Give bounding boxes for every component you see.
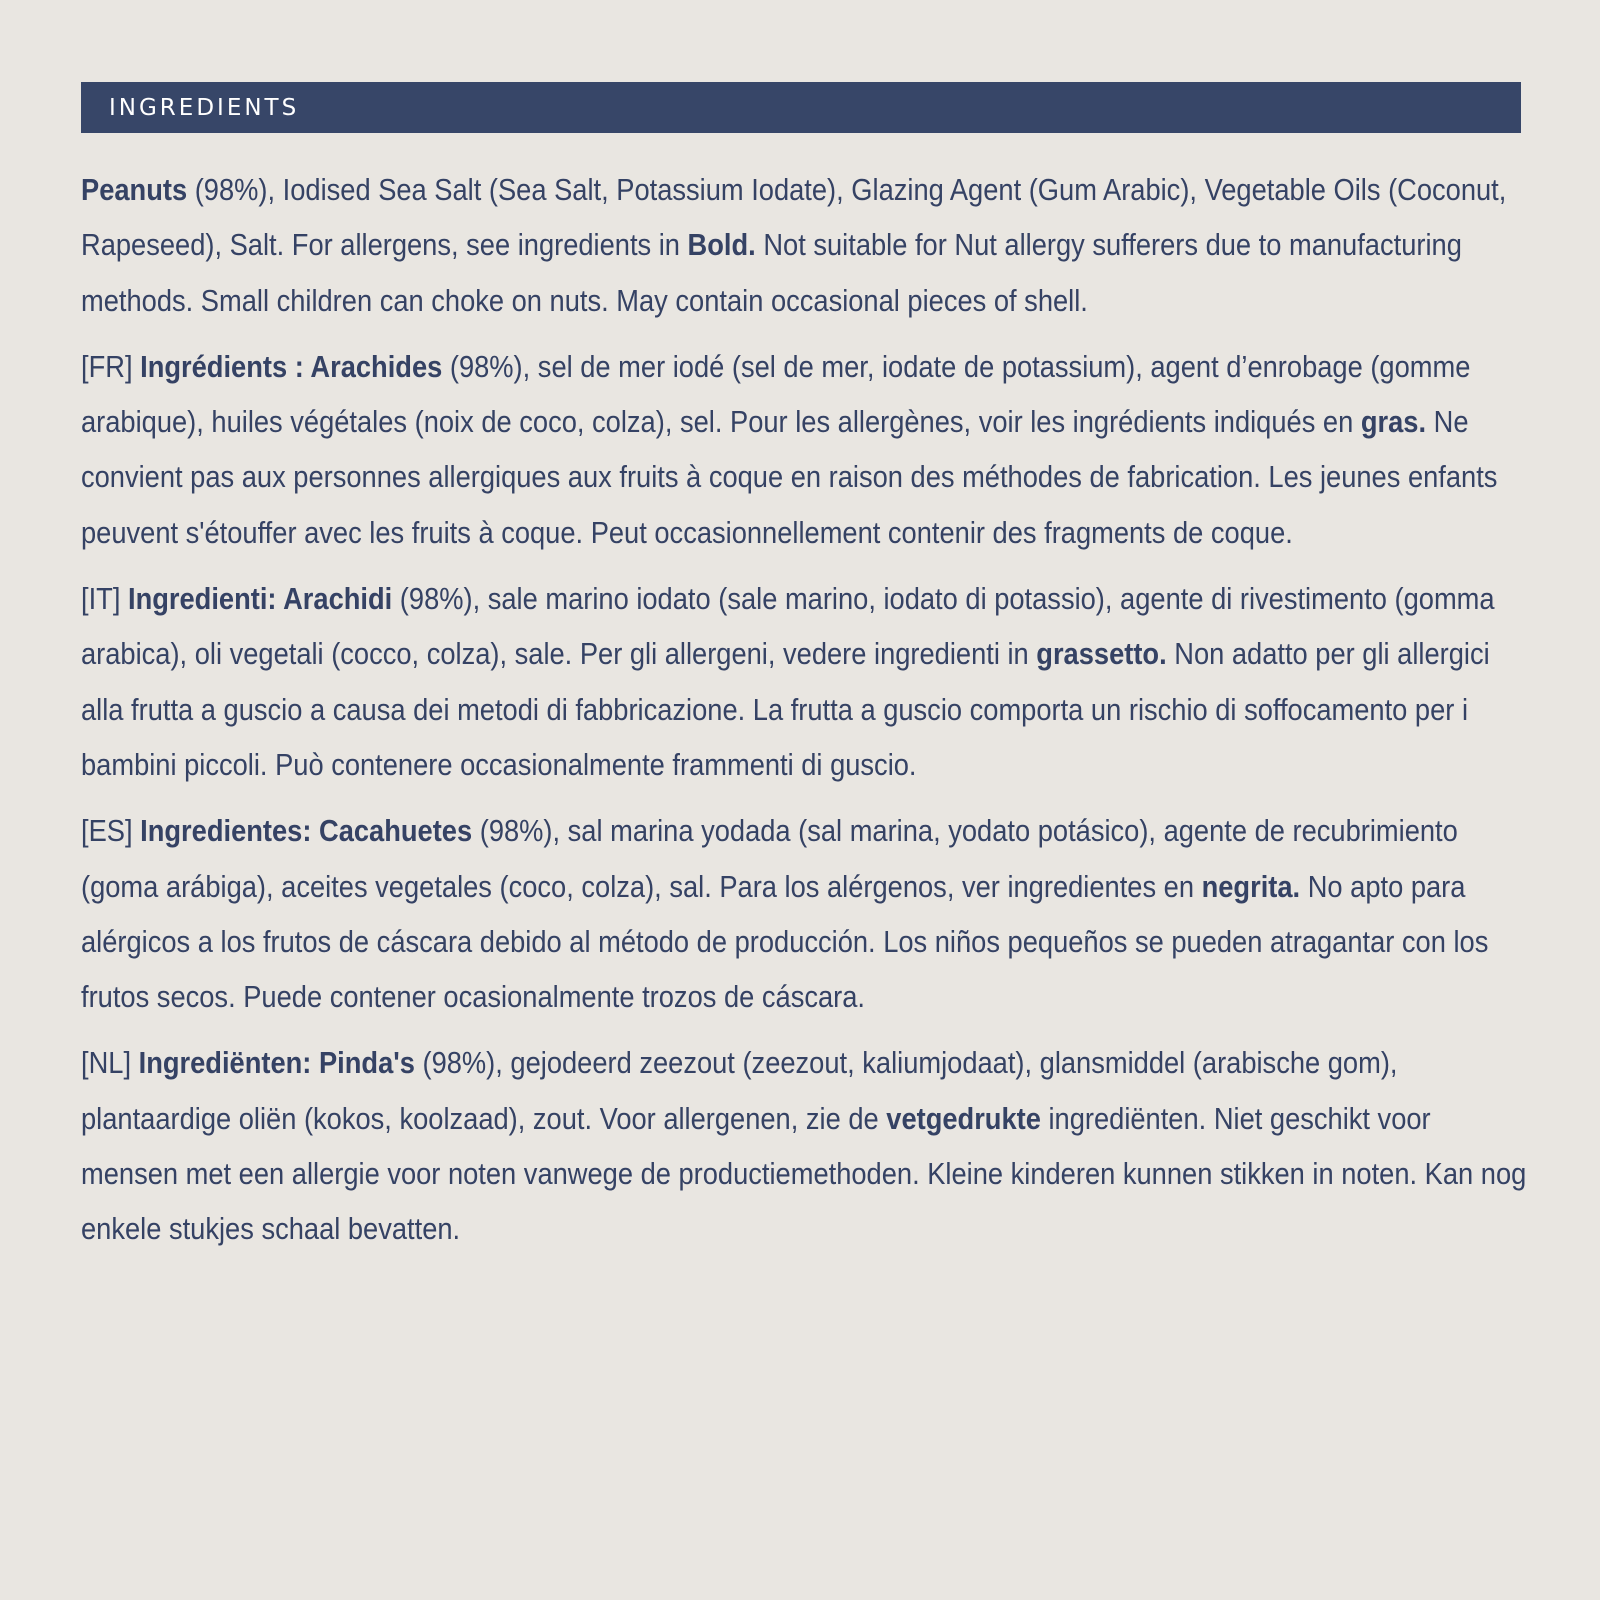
ingredients-paragraph-nl [81,1035,1529,1256]
ingredient-name: Pinda's [318,1045,415,1081]
ingredients-title: INGREDIENTS [109,94,300,121]
warning-text: Non adatto per gli allergici alla frutta a guscio a causa dei metodi di fabbricazione. La frutta a guscio comporta un rischio di soffocamento per i bambini piccoli. Può contenere occasionalmente frammenti di guscio. [81,636,1490,782]
warning-text: ingrediënten. Niet geschikt voor mensen met een allergie voor noten vanwege de productiemethoden. Kleine kinderen kunnen stikken in noten. Kan nog enkele stukjes schaal bevatten. [81,1100,1527,1247]
warning-text: No apto para alérgicos a los frutos de cáscara debido al método de producción. Los niños pequeños se pueden atragantar con los frutos secos. Puede contener ocasionalmente trozos de cáscara. [81,868,1489,1015]
language-tag: [FR] [81,348,141,384]
ingredient-name: Cacahuetes [319,813,473,849]
ingredients-text: (98%), sel de mer iodé (sel de mer, iodate de potassium), agent d’enrobage (gomme arabique), huiles végétales (noix de coco, colza), sel. Pour les allergènes, voir les ingrédients indiqués en [81,348,1471,440]
ingredients-text: (98%), sal marina yodada (sal marina, yodato potásico), agente de recubrimiento (goma arábiga), aceites vegetales (coco, colza), sal. Para los alérgenos, ver ingredientes en [81,813,1458,904]
ingredients-paragraph-en [81,162,1529,328]
bold-word: Bold. [687,227,756,263]
language-tag: [NL] [81,1045,139,1081]
bold-word: negrita. [1201,868,1301,904]
ingredients-heading: Ingredientes: [140,813,320,849]
bold-word: grassetto. [1036,636,1167,672]
ingredients-text: (98%), Iodised Sea Salt (Sea Salt, Potassium Iodate), Glazing Agent (Gum Arabic), Vegetable Oils (Coconut, Rapeseed), Salt. For allergens, see ingredients in [81,172,1507,263]
language-tag: [ES] [81,813,141,849]
ingredients-text: (98%), gejodeerd zeezout (zeezout, kaliumjodaat), glansmiddel (arabische gom), plantaardige oliën (kokos, koolzaad), zout. Voor allergenen, zie de [81,1045,1398,1136]
ingredients-content [81,162,1529,1268]
ingredients-paragraph-es [81,803,1529,1024]
language-tag: [IT] [81,581,128,617]
ingredient-name: Arachides [310,348,443,384]
bold-word: gras. [1360,404,1427,440]
ingredients-paragraph-fr [81,339,1529,560]
warning-text: Not suitable for Nut allergy sufferers due to manufacturing methods. Small children can choke on nuts. May contain occasional pieces of shell. [81,227,1462,318]
ingredients-paragraph-it [81,571,1529,792]
bold-word: vetgedrukte [886,1100,1041,1136]
ingredients-header-bar [81,82,1521,133]
ingredients-heading: Ingrediënten: [138,1045,319,1081]
ingredient-name: Peanuts [81,172,188,207]
warning-text: Ne convient pas aux personnes allergiques aux fruits à coque en raison des méthodes de fabrication. Les jeunes enfants peuvent s'étouffer avec les fruits à coque. Peut occasionnellement contenir des fragments de coque. [81,404,1498,550]
ingredients-heading: Ingredienti: [127,581,284,617]
ingredient-name: Arachidi [283,581,393,617]
ingredients-text: (98%), sale marino iodato (sale marino, iodato di potassio), agente di rivestimento (gomma arabica), oli vegetali (cocco, colza), sale. Per gli allergeni, vedere ingredienti in [81,581,1495,672]
ingredients-heading: Ingrédients : [140,348,311,384]
